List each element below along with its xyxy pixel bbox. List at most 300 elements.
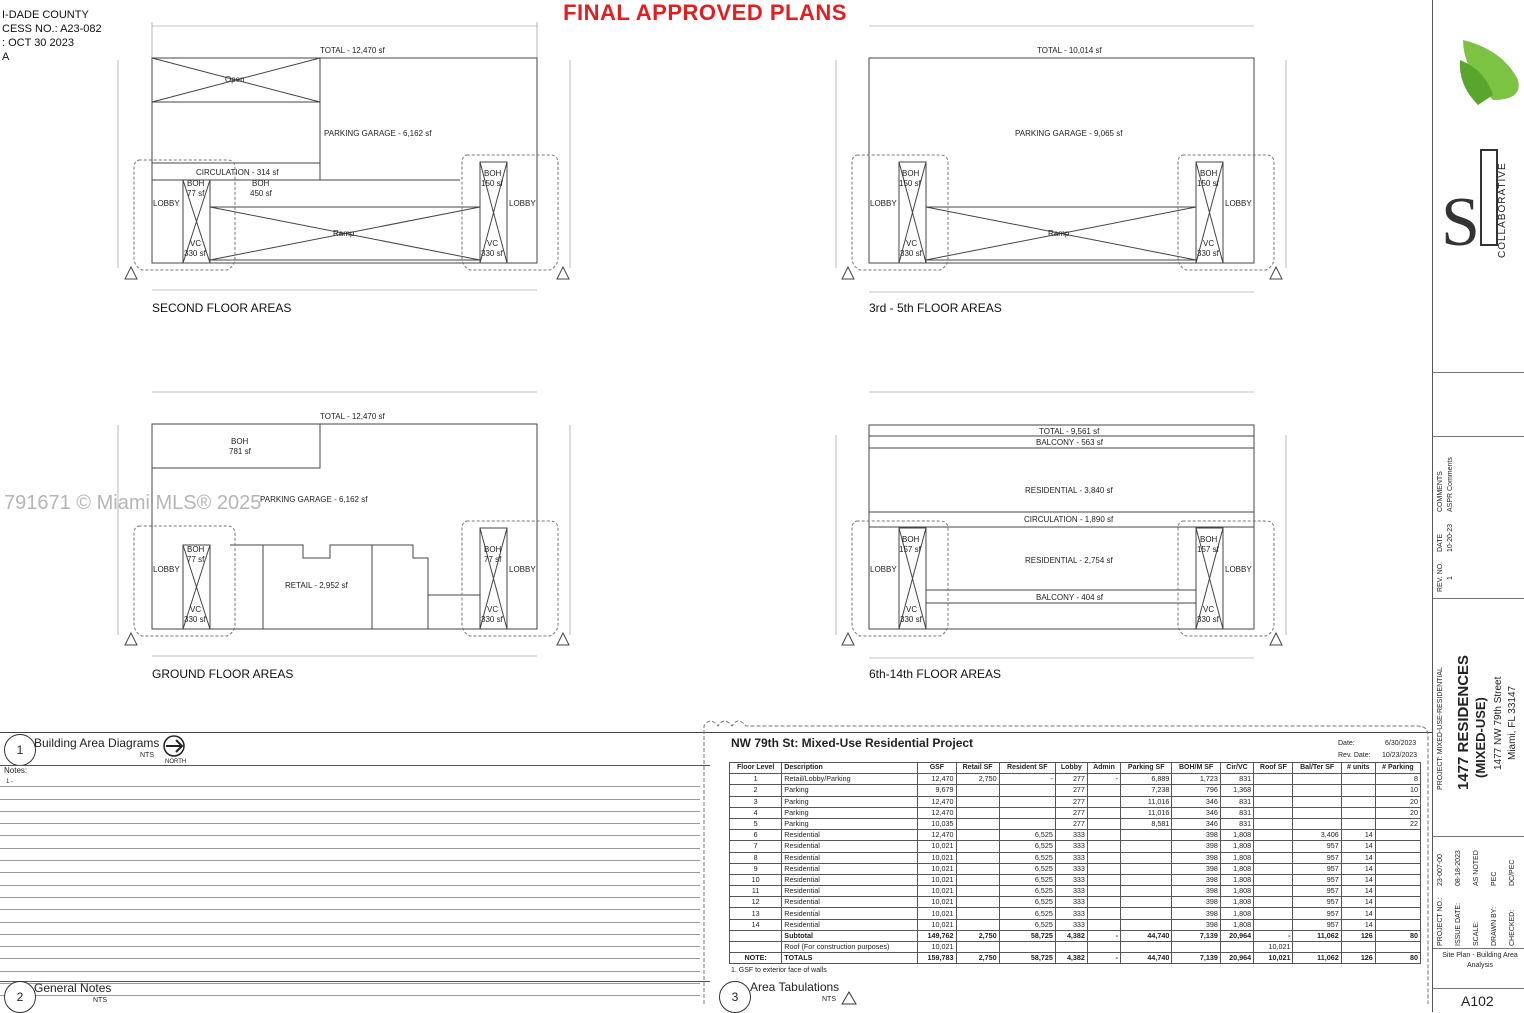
table-cell: 8,581: [1121, 818, 1172, 829]
area-label: LOBBY: [1225, 565, 1252, 574]
table-cell: 20,964: [1220, 930, 1253, 941]
table-cell: 831: [1220, 774, 1253, 785]
table-cell: 346: [1172, 796, 1220, 807]
revision-delta-icon: [840, 990, 858, 1006]
table-footnote: 1. GSF to exterior face of walls: [731, 967, 827, 974]
area-label: PARKING GARAGE - 6,162 sf: [324, 129, 432, 138]
table-cell: 398: [1172, 886, 1220, 897]
page-headline: FINAL APPROVED PLANS: [563, 0, 847, 25]
section-1-scale: NTS: [140, 752, 154, 759]
table-cell: Residential: [782, 908, 918, 919]
table-cell: [999, 807, 1055, 818]
table-cell: 12,470: [918, 830, 956, 841]
table-cell: 9: [730, 863, 782, 874]
table-row: [730, 874, 1421, 885]
table-cell: 1,808: [1220, 897, 1253, 908]
table-cell: [956, 807, 999, 818]
table-cell: [1254, 796, 1293, 807]
table-cell: [1121, 841, 1172, 852]
plan-caption: SECOND FLOOR AREAS: [152, 301, 292, 315]
section-2-scale: NTS: [93, 997, 107, 1004]
table-cell: 11: [730, 886, 782, 897]
table-cell: [1087, 807, 1120, 818]
table-cell: 1,723: [1172, 774, 1220, 785]
table-cell: [956, 796, 999, 807]
area-label: 157 sf: [899, 545, 921, 554]
table-cell: [1375, 863, 1420, 874]
table-cell: [999, 942, 1055, 953]
area-label: 330 sf: [900, 615, 922, 624]
notes-ruled-lines: [0, 775, 700, 980]
stamp-line: CESS NO.: A23-082: [2, 23, 102, 35]
rev-date: 10-20-23: [1447, 523, 1454, 552]
table-cell: 6,525: [999, 886, 1055, 897]
table-cell: [1375, 852, 1420, 863]
table-cell: 5: [730, 818, 782, 829]
table-cell: [956, 874, 999, 885]
table-cell: 14: [730, 919, 782, 930]
table-row: [730, 818, 1421, 829]
area-label: VC: [190, 605, 202, 614]
table-cell: [1121, 919, 1172, 930]
table-row: [730, 930, 1421, 941]
table-cell: [1254, 908, 1293, 919]
table-cell: 14: [1341, 841, 1375, 852]
table-cell: 957: [1293, 908, 1341, 919]
table-cell: [1341, 818, 1375, 829]
table-cell: 14: [1341, 852, 1375, 863]
area-label: LOBBY: [509, 565, 536, 574]
table-cell: 333: [1055, 897, 1087, 908]
table-cell: 277: [1055, 818, 1087, 829]
area-label: 330 sf: [481, 249, 503, 258]
table-cell: 1,808: [1220, 841, 1253, 852]
area-label: 330 sf: [1197, 615, 1219, 624]
table-cell: 6,525: [999, 841, 1055, 852]
table-cell: [1172, 942, 1220, 953]
table-cell: 831: [1220, 796, 1253, 807]
table-row: [730, 841, 1421, 852]
table-row: [730, 908, 1421, 919]
rev-date-header: DATE: [1437, 533, 1444, 552]
table-cell: [1341, 796, 1375, 807]
area-label: BOH: [1200, 535, 1218, 544]
table-cell: [956, 919, 999, 930]
area-label: LOBBY: [870, 565, 897, 574]
table-cell: 796: [1172, 785, 1220, 796]
column-header: # Parking: [1375, 763, 1420, 774]
table-cell: 10,021: [1254, 953, 1293, 964]
area-label: 330 sf: [481, 615, 503, 624]
area-label: 150 sf: [899, 179, 921, 188]
table-cell: Parking: [782, 818, 918, 829]
date-label: Date:: [1338, 740, 1355, 747]
table-cell: 2: [730, 785, 782, 796]
area-label: LOBBY: [509, 199, 536, 208]
table-cell: [1121, 942, 1172, 953]
table-cell: 1,808: [1220, 830, 1253, 841]
table-cell: [1293, 774, 1341, 785]
table-cell: 14: [1341, 874, 1375, 885]
table-cell: [1087, 785, 1120, 796]
section-3-scale: NTS: [822, 996, 836, 1003]
table-cell: 333: [1055, 874, 1087, 885]
table-cell: [1254, 807, 1293, 818]
column-header: GSF: [918, 763, 956, 774]
area-label: VC: [906, 605, 918, 614]
table-cell: 10,021: [918, 841, 956, 852]
table-cell: 2,750: [956, 930, 999, 941]
project-label: PROJECT: MIXED-USE-RESIDENTIAL: [1437, 667, 1444, 790]
table-cell: Subtotal: [782, 930, 918, 941]
table-cell: 8: [730, 852, 782, 863]
sheet-title: Site Plan - Building Area Analysis: [1442, 952, 1518, 969]
plan-caption: 6th-14th FLOOR AREAS: [869, 667, 1002, 681]
table-cell: Residential: [782, 919, 918, 930]
area-label: CIRCULATION - 1,890 sf: [1024, 515, 1114, 524]
table-cell: 333: [1055, 919, 1087, 930]
column-header: Description: [782, 763, 918, 774]
area-label: RETAIL - 2,952 sf: [285, 581, 348, 590]
table-cell: [956, 908, 999, 919]
table-cell: 159,783: [918, 953, 956, 964]
project-address-2: Miami, FL 33147: [1507, 685, 1518, 760]
table-cell: 277: [1055, 774, 1087, 785]
table-cell: TOTALS: [782, 953, 918, 964]
note-item: 1 -: [6, 779, 14, 785]
table-cell: 80: [1375, 953, 1420, 964]
table-cell: [1121, 897, 1172, 908]
area-label: 77 sf: [484, 555, 502, 564]
table-cell: 398: [1172, 863, 1220, 874]
table-cell: [956, 830, 999, 841]
table-cell: [1341, 807, 1375, 818]
table-cell: 6,525: [999, 874, 1055, 885]
table-cell: 398: [1172, 852, 1220, 863]
table-cell: [1254, 818, 1293, 829]
table-cell: Residential: [782, 886, 918, 897]
table-row: [730, 796, 1421, 807]
table-cell: 957: [1293, 874, 1341, 885]
area-label: 330 sf: [184, 615, 206, 624]
table-cell: 277: [1055, 796, 1087, 807]
table-cell: 11,062: [1293, 953, 1341, 964]
column-header: Cir/VC: [1220, 763, 1253, 774]
section-2-marker: 2: [4, 981, 36, 1013]
table-cell: 398: [1172, 908, 1220, 919]
table-cell: 12,470: [918, 774, 956, 785]
rev-comment: ASPR Comments: [1447, 457, 1454, 512]
table-cell: 4,382: [1055, 953, 1087, 964]
info-value: AS NOTED: [1473, 850, 1480, 886]
area-label: Open: [225, 75, 245, 84]
table-cell: [1087, 830, 1120, 841]
table-cell: [1254, 919, 1293, 930]
area-label: 150 sf: [481, 179, 503, 188]
table-cell: 333: [1055, 852, 1087, 863]
table-cell: [1293, 818, 1341, 829]
sheet-number: A102: [1461, 993, 1494, 1009]
table-cell: Parking: [782, 807, 918, 818]
table-cell: 346: [1172, 807, 1220, 818]
area-label: VC: [906, 239, 918, 248]
area-label: Ramp: [333, 229, 355, 238]
table-cell: 20: [1375, 807, 1420, 818]
table-cell: Residential: [782, 841, 918, 852]
rev-comments-header: COMMENTS: [1437, 471, 1444, 512]
column-header: Retail SF: [956, 763, 999, 774]
table-cell: [1375, 841, 1420, 852]
table-cell: 20: [1375, 796, 1420, 807]
area-label: CIRCULATION - 314 sf: [196, 168, 279, 177]
table-cell: 44,740: [1121, 953, 1172, 964]
plan-total-label: TOTAL - 12,470 sf: [320, 412, 385, 421]
table-cell: 333: [1055, 863, 1087, 874]
table-cell: 1,808: [1220, 874, 1253, 885]
svg-text:S: S: [1441, 184, 1480, 261]
table-cell: 10,021: [918, 874, 956, 885]
table-cell: [1087, 919, 1120, 930]
table-cell: 333: [1055, 886, 1087, 897]
table-row: [730, 886, 1421, 897]
table-cell: 7,139: [1172, 930, 1220, 941]
table-cell: 6,889: [1121, 774, 1172, 785]
table-cell: NOTE:: [730, 953, 782, 964]
section-1-marker: 1: [4, 734, 36, 766]
table-cell: [1375, 886, 1420, 897]
table-cell: 14: [1341, 863, 1375, 874]
table-cell: [1220, 942, 1253, 953]
area-label: BOH: [902, 169, 920, 178]
area-label: RESIDENTIAL - 3,840 sf: [1025, 486, 1113, 495]
table-row: [730, 830, 1421, 841]
table-cell: 1,808: [1220, 908, 1253, 919]
table-cell: 3: [730, 796, 782, 807]
table-cell: -: [999, 774, 1055, 785]
area-label: VC: [487, 239, 499, 248]
table-cell: 6: [730, 830, 782, 841]
section-3-marker: 3: [719, 981, 751, 1013]
north-arrow-icon: [162, 734, 188, 758]
table-cell: [956, 785, 999, 796]
table-cell: 1,808: [1220, 863, 1253, 874]
table-cell: [956, 852, 999, 863]
table-cell: 10,021: [918, 919, 956, 930]
table-cell: [1121, 863, 1172, 874]
table-cell: [1121, 874, 1172, 885]
area-label: BOH: [1200, 169, 1218, 178]
table-cell: 20,964: [1220, 953, 1253, 964]
table-cell: [1254, 841, 1293, 852]
table-cell: 149,762: [918, 930, 956, 941]
table-cell: 1,808: [1220, 919, 1253, 930]
table-cell: 10: [1375, 785, 1420, 796]
table-cell: Residential: [782, 852, 918, 863]
table-cell: [1254, 830, 1293, 841]
table-cell: [730, 930, 782, 941]
table-cell: 80: [1375, 930, 1420, 941]
table-cell: 10,021: [918, 897, 956, 908]
table-cell: [1254, 897, 1293, 908]
table-cell: 8: [1375, 774, 1420, 785]
table-cell: 14: [1341, 908, 1375, 919]
table-row: [730, 953, 1421, 964]
table-cell: 7,238: [1121, 785, 1172, 796]
table-cell: -: [1254, 930, 1293, 941]
table-row: [730, 897, 1421, 908]
table-cell: [1254, 886, 1293, 897]
column-header: Parking SF: [1121, 763, 1172, 774]
area-label: 157 sf: [1197, 545, 1219, 554]
section-3-title: Area Tabulations: [750, 980, 840, 994]
area-label: LOBBY: [153, 565, 180, 574]
table-cell: 957: [1293, 919, 1341, 930]
table-row: [730, 852, 1421, 863]
stamp-line: I-DADE COUNTY: [2, 9, 89, 21]
table-cell: 957: [1293, 886, 1341, 897]
table-cell: 333: [1055, 830, 1087, 841]
plan-caption: GROUND FLOOR AREAS: [152, 667, 294, 681]
table-cell: 831: [1220, 807, 1253, 818]
info-value: PEC: [1491, 871, 1498, 886]
table-cell: Roof (For construction purposes): [782, 942, 918, 953]
column-header: Roof SF: [1254, 763, 1293, 774]
table-cell: [1293, 796, 1341, 807]
table-cell: 11,062: [1293, 930, 1341, 941]
project-address-1: 1477 NW 79th Street: [1493, 676, 1504, 770]
table-cell: 3,406: [1293, 830, 1341, 841]
table-cell: [1121, 908, 1172, 919]
table-cell: 10,021: [918, 863, 956, 874]
table-cell: 6,525: [999, 852, 1055, 863]
table-cell: 10,021: [918, 908, 956, 919]
table-cell: [1087, 852, 1120, 863]
area-label: Ramp: [1048, 229, 1070, 238]
area-label: RESIDENTIAL - 2,754 sf: [1025, 556, 1113, 565]
table-cell: 14: [1341, 886, 1375, 897]
table-cell: [1375, 908, 1420, 919]
table-cell: [1254, 874, 1293, 885]
table-cell: 398: [1172, 919, 1220, 930]
area-label: LOBBY: [153, 199, 180, 208]
table-cell: [1087, 908, 1120, 919]
table-cell: [1087, 886, 1120, 897]
table-cell: 398: [1172, 874, 1220, 885]
table-cell: 957: [1293, 863, 1341, 874]
table-cell: 12: [730, 897, 782, 908]
table-cell: [1121, 852, 1172, 863]
table-cell: [956, 886, 999, 897]
section-1-title: Building Area Diagrams: [34, 736, 160, 750]
table-cell: 58,725: [999, 930, 1055, 941]
project-subtitle: (MIXED-USE): [1473, 697, 1488, 778]
column-header: Bal/Ter SF: [1293, 763, 1341, 774]
table-cell: [956, 897, 999, 908]
table-cell: 6,525: [999, 863, 1055, 874]
area-label: BOH: [231, 437, 249, 446]
area-label: BOH: [187, 545, 205, 554]
table-cell: [1375, 874, 1420, 885]
table-cell: [1375, 919, 1420, 930]
table-cell: 126: [1341, 930, 1375, 941]
table-cell: [1121, 886, 1172, 897]
table-cell: -: [1087, 930, 1120, 941]
table-cell: [999, 818, 1055, 829]
area-label: VC: [487, 605, 499, 614]
table-cell: [956, 863, 999, 874]
table-cell: 957: [1293, 897, 1341, 908]
table-cell: [1375, 897, 1420, 908]
info-label: ISSUE DATE:: [1455, 902, 1462, 946]
section-2-title: General Notes: [34, 981, 112, 995]
area-label: 330 sf: [184, 249, 206, 258]
table-cell: [999, 785, 1055, 796]
table-cell: 44,740: [1121, 930, 1172, 941]
table-cell: 22: [1375, 818, 1420, 829]
rev-date-label: Rev. Date:: [1338, 752, 1371, 759]
table-cell: Residential: [782, 863, 918, 874]
table-cell: 14: [1341, 830, 1375, 841]
table-row: [730, 807, 1421, 818]
info-label: DRAWN BY:: [1491, 906, 1498, 946]
column-header: # units: [1341, 763, 1375, 774]
table-cell: [730, 942, 782, 953]
table-row: [730, 774, 1421, 785]
table-cell: Residential: [782, 897, 918, 908]
info-label: CHECKED:: [1509, 909, 1516, 946]
table-cell: 333: [1055, 908, 1087, 919]
table-cell: 14: [1341, 897, 1375, 908]
table-row: [730, 785, 1421, 796]
area-label: 150 sf: [1197, 179, 1219, 188]
stamp-line: A: [2, 51, 10, 63]
table-cell: 1,368: [1220, 785, 1253, 796]
table-cell: 398: [1172, 897, 1220, 908]
table-cell: 6,525: [999, 830, 1055, 841]
north-label: NORTH: [165, 759, 187, 765]
table-cell: 58,725: [999, 953, 1055, 964]
table-cell: [1121, 830, 1172, 841]
table-cell: 277: [1055, 807, 1087, 818]
area-label: 77 sf: [187, 189, 205, 198]
table-row: [730, 942, 1421, 953]
area-label: BOH: [902, 535, 920, 544]
table-cell: [1087, 841, 1120, 852]
mls-watermark: 791671 © Miami MLS® 2025: [4, 492, 262, 514]
table-cell: [956, 818, 999, 829]
table-cell: 277: [1055, 785, 1087, 796]
area-label: VC: [1203, 239, 1215, 248]
table-cell: 6,525: [999, 919, 1055, 930]
table-cell: [1341, 785, 1375, 796]
notes-label: Notes:: [4, 766, 28, 775]
table-cell: [1293, 807, 1341, 818]
table-cell: -: [1087, 774, 1120, 785]
table-cell: Parking: [782, 785, 918, 796]
table-cell: [956, 841, 999, 852]
plan-total-label: TOTAL - 12,470 sf: [320, 46, 385, 55]
table-cell: Residential: [782, 874, 918, 885]
table-cell: 831: [1220, 818, 1253, 829]
table-cell: [1087, 874, 1120, 885]
table-cell: 2,750: [956, 774, 999, 785]
table-cell: 346: [1172, 818, 1220, 829]
table-cell: 1,808: [1220, 852, 1253, 863]
table-cell: Retail/Lobby/Parking: [782, 774, 918, 785]
firm-logo: [1433, 0, 1524, 270]
area-label: BALCONY - 563 sf: [1036, 438, 1103, 447]
table-cell: 4,382: [1055, 930, 1087, 941]
